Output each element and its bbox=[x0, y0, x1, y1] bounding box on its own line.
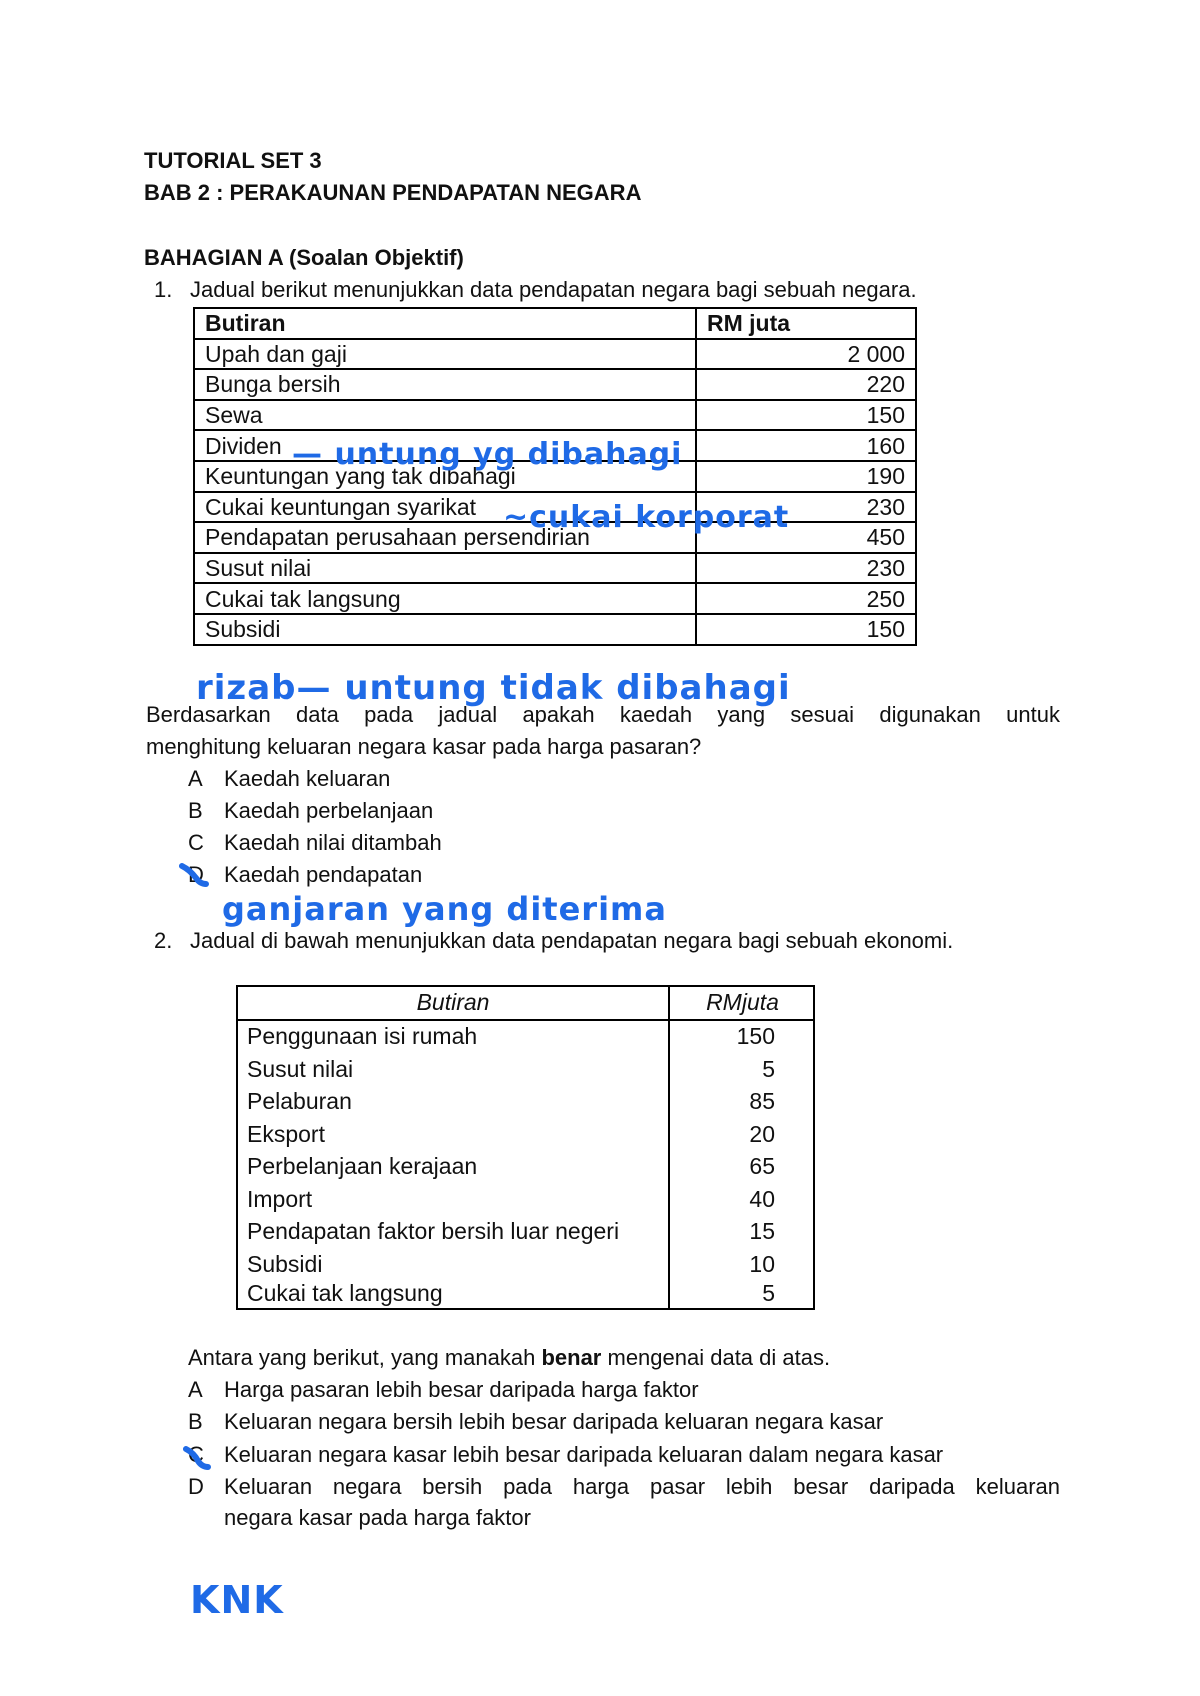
chapter-title: BAB 2 : PERAKAUNAN PENDAPATAN NEGARA bbox=[144, 180, 642, 205]
table-cell: Susut nilai bbox=[247, 1055, 354, 1082]
table-cell: Pendapatan perusahaan persendirian bbox=[194, 522, 696, 553]
table-row bbox=[194, 583, 916, 614]
table-row bbox=[238, 1251, 813, 1283]
q2-option-d-continued: negara kasar pada harga faktor bbox=[224, 1505, 531, 1530]
table-cell: Upah dan gaji bbox=[194, 339, 696, 370]
table-cell: 450 bbox=[696, 522, 916, 553]
table-row bbox=[238, 1121, 813, 1153]
table-cell: Bunga bersih bbox=[194, 369, 696, 400]
table-cell: Susut nilai bbox=[194, 553, 696, 584]
table-row bbox=[194, 369, 916, 400]
q2-data-table bbox=[236, 985, 815, 1310]
table-cell: 150 bbox=[736, 1023, 775, 1049]
table-cell: 40 bbox=[749, 1185, 775, 1212]
q2-question bbox=[188, 1345, 830, 1371]
table-row bbox=[238, 1056, 813, 1088]
q1-option-c bbox=[188, 830, 442, 856]
q2-question-pre: Antara yang berikut, yang manakah bbox=[188, 1345, 542, 1370]
table-cell: 150 bbox=[696, 614, 916, 645]
table-header: Butiran bbox=[194, 308, 696, 339]
table-cell: 160 bbox=[696, 430, 916, 461]
handwritten-note-cukai: ~cukai korporat bbox=[503, 500, 790, 535]
table-cell: Subsidi bbox=[194, 614, 696, 645]
table-row bbox=[238, 1088, 813, 1120]
table-cell: 2 000 bbox=[696, 339, 916, 370]
header-divider bbox=[238, 1019, 813, 1021]
table-cell: Cukai tak langsung bbox=[247, 1280, 443, 1306]
table-cell: Keuntungan yang tak dibahagi bbox=[194, 461, 696, 492]
table-row bbox=[238, 1153, 813, 1185]
table-cell: 85 bbox=[749, 1088, 775, 1114]
table-row bbox=[238, 1186, 813, 1218]
table-cell: Perbelanjaan kerajaan bbox=[247, 1153, 478, 1179]
table-header: RM juta bbox=[696, 308, 916, 339]
q1-stem: Jadual berikut menunjukkan data pendapatan negara bagi sebuah negara. bbox=[190, 277, 917, 302]
option-letter: B bbox=[188, 798, 203, 823]
table-cell: 15 bbox=[749, 1218, 775, 1244]
handwritten-note-ganjaran: ganjaran yang diterima bbox=[222, 890, 667, 928]
table-cell: 20 bbox=[749, 1120, 775, 1147]
q2-option-d bbox=[188, 1474, 1060, 1500]
q2-number: 2. bbox=[154, 928, 173, 953]
table-cell: Cukai keuntungan syarikat bbox=[194, 492, 696, 523]
table-cell: Pendapatan faktor bersih luar negeri bbox=[247, 1218, 620, 1244]
table-row bbox=[238, 1023, 813, 1055]
option-text: Harga pasaran lebih besar daripada harga faktor bbox=[224, 1377, 699, 1402]
table-cell: 230 bbox=[696, 492, 916, 523]
q1-option-a bbox=[188, 766, 390, 792]
option-letter: A bbox=[188, 766, 203, 791]
q2-option-b bbox=[188, 1409, 883, 1435]
table-header: RMjuta bbox=[706, 989, 779, 1015]
table-cell: 65 bbox=[749, 1153, 775, 1179]
option-letter: A bbox=[188, 1377, 203, 1402]
table-cell: Cukai tak langsung bbox=[194, 583, 696, 614]
table-row bbox=[238, 1218, 813, 1250]
option-letter: D bbox=[188, 862, 204, 887]
q1-data-table bbox=[193, 307, 917, 646]
option-text: Keluaran negara kasar lebih besar daripada keluaran dalam negara kasar bbox=[224, 1442, 944, 1467]
q1-option-b bbox=[188, 798, 433, 824]
q2-question-post: mengenai data di atas. bbox=[601, 1345, 831, 1370]
table-header-row bbox=[194, 308, 916, 339]
table-cell: Subsidi bbox=[247, 1250, 323, 1277]
q1-question-line1: Berdasarkan data pada jadual apakah kaedah yang sesuai digunakan untuk bbox=[146, 702, 1060, 727]
option-letter: C bbox=[188, 830, 204, 855]
table-row bbox=[194, 553, 916, 584]
table-cell: Dividen bbox=[194, 430, 696, 461]
table-cell: Sewa bbox=[194, 400, 696, 431]
table-cell: 230 bbox=[696, 553, 916, 584]
table-cell: 5 bbox=[762, 1280, 775, 1306]
table-cell: Import bbox=[247, 1185, 313, 1212]
q1-answer-mark-icon bbox=[178, 860, 212, 888]
table-cell: Eksport bbox=[247, 1120, 325, 1147]
option-text: Keluaran negara bersih lebih besar daripada keluaran negara kasar bbox=[224, 1409, 884, 1434]
table-row bbox=[194, 614, 916, 645]
table-cell: 220 bbox=[696, 369, 916, 400]
table-header: Butiran bbox=[416, 989, 490, 1015]
table-cell: 10 bbox=[749, 1250, 775, 1277]
handwritten-note-dividen: — untung yg dibahagi bbox=[292, 437, 683, 472]
table-row bbox=[238, 1280, 813, 1312]
q2-answer-mark-icon bbox=[182, 1443, 214, 1471]
q1-option-d bbox=[188, 862, 422, 888]
option-letter: C bbox=[188, 1442, 204, 1467]
table-row bbox=[194, 339, 916, 370]
option-text: Kaedah pendapatan bbox=[224, 862, 423, 887]
option-letter: D bbox=[188, 1474, 204, 1499]
option-text: Kaedah nilai ditambah bbox=[224, 830, 442, 855]
section-title: BAHAGIAN A (Soalan Objektif) bbox=[144, 245, 464, 270]
table-cell: Penggunaan isi rumah bbox=[247, 1023, 478, 1049]
table-cell: 150 bbox=[696, 400, 916, 431]
table-cell: 250 bbox=[696, 583, 916, 614]
q1-number: 1. bbox=[154, 277, 173, 302]
handwritten-note-knk: KNK bbox=[190, 1578, 284, 1622]
option-text: Kaedah keluaran bbox=[224, 766, 391, 791]
table-row bbox=[194, 400, 916, 431]
table-cell: 5 bbox=[762, 1055, 775, 1082]
option-letter: B bbox=[188, 1409, 203, 1434]
table-cell: 190 bbox=[696, 461, 916, 492]
q2-stem: Jadual di bawah menunjukkan data pendapatan negara bagi sebuah ekonomi. bbox=[190, 928, 954, 953]
tutorial-title: TUTORIAL SET 3 bbox=[144, 148, 322, 173]
option-text: Keluaran negara bersih pada harga pasar lebih besar daripada keluaran bbox=[224, 1474, 1060, 1499]
handwritten-note-rizab: rizab— untung tidak dibahagi bbox=[196, 668, 791, 708]
table-cell: Pelaburan bbox=[247, 1088, 352, 1114]
q2-option-a bbox=[188, 1377, 699, 1403]
q2-option-c bbox=[188, 1442, 943, 1468]
q2-question-bold: benar bbox=[541, 1345, 602, 1370]
q1-question-line2: menghitung keluaran negara kasar pada harga pasaran? bbox=[146, 734, 702, 759]
option-text: Kaedah perbelanjaan bbox=[224, 798, 434, 823]
